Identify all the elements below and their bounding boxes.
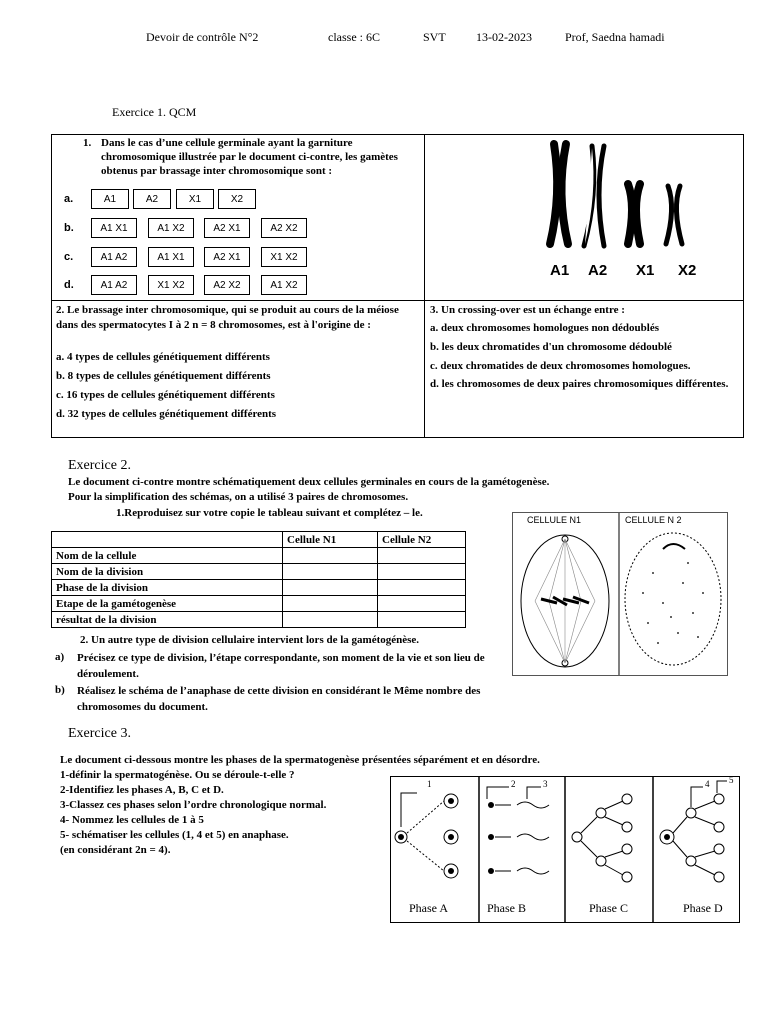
chromosome-label: X1 [636, 262, 655, 279]
q1-option-letter: c. [64, 251, 74, 263]
ex3-item: 5- schématiser les cellules (1, 4 et 5) en anaphase. [60, 829, 289, 841]
table-row [52, 596, 466, 612]
ex2-table [51, 531, 466, 628]
phase-label: Phase B [487, 901, 526, 915]
q1-answer-chip[interactable]: A1 X2 [261, 275, 307, 295]
table-row-label: Nom de la cellule [52, 548, 283, 564]
table-cell [283, 612, 378, 628]
q1-answer-chip[interactable]: X1 [176, 189, 214, 209]
table-header-cell: Cellule N2 [378, 532, 466, 548]
ex2-title: Exercice 2. [68, 458, 131, 473]
table-cell [283, 596, 378, 612]
q1-answer-chip[interactable]: X2 [218, 189, 256, 209]
q1-answer-chip[interactable]: A2 X2 [261, 218, 307, 238]
subject-label: SVT [423, 30, 446, 44]
table-row [52, 612, 466, 628]
date-label: 13-02-2023 [476, 30, 532, 44]
cell-number: 5 [729, 775, 734, 785]
ex3-item: 2-Identifiez les phases A, B, C et D. [60, 784, 224, 796]
table-cell [378, 564, 466, 580]
table-cell [283, 548, 378, 564]
ex3-title: Exercice 3. [68, 726, 131, 741]
phase-label: Phase A [409, 901, 448, 915]
cell-number: 2 [511, 779, 516, 789]
q3-answer: b. les deux chromatides d'un chromosome dédoublé [430, 341, 672, 353]
table-row-label: Nom de la division [52, 564, 283, 580]
ex2-qb-letter: b) [55, 684, 65, 696]
chromosome-x2-arm [666, 186, 672, 244]
chromosome-x1-arm [636, 184, 640, 244]
qcm-divider-horizontal [51, 300, 744, 301]
chromosome-x2-arm [676, 186, 682, 244]
q1-answer-chip[interactable]: A2 X1 [204, 247, 250, 267]
table-row-label: résultat de la division [52, 612, 283, 628]
table-header-cell [52, 532, 283, 548]
teacher-label: Prof, Saedna hamadi [565, 30, 665, 44]
q1-answer-chip[interactable]: A1 [91, 189, 129, 209]
classe-label: classe : 6C [328, 30, 380, 44]
table-row [52, 564, 466, 580]
table-cell [378, 548, 466, 564]
table-cell [283, 580, 378, 596]
ex2-qa: Précisez ce type de division, l’étape correspondante, son moment de la vie et son lieu de déroulement. [77, 652, 485, 680]
q3-answer: d. les chromosomes de deux paires chromosomiques différentes. [430, 378, 729, 390]
q3-answer: c. deux chromatides de deux chromosomes homologues. [430, 360, 691, 372]
q2-answer: a. 4 types de cellules génétiquement différents [56, 351, 270, 363]
table-row-label: Phase de la division [52, 580, 283, 596]
q2-answer: b. 8 types de cellules génétiquement différents [56, 370, 271, 382]
table-cell [378, 612, 466, 628]
table-header-cell: Cellule N1 [283, 532, 378, 548]
q1-answer-chip[interactable]: X1 X2 [148, 275, 194, 295]
ex2-qa-letter: a) [55, 651, 65, 663]
cells-drawing [513, 513, 727, 675]
q2-answer: d. 32 types de cellules génétiquement différents [56, 408, 277, 420]
q1-answer-chip[interactable]: A1 A2 [91, 275, 137, 295]
ex3-item: 3-Classez ces phases selon l’ordre chronologique normal. [60, 799, 327, 811]
spermatogenesis-figure [390, 776, 740, 923]
q1-answer-chip[interactable]: A1 X1 [91, 218, 137, 238]
qcm-divider-vertical [424, 134, 425, 438]
chromosome-a2-arm [599, 146, 604, 246]
q1-answer-chip[interactable]: A1 X1 [148, 247, 194, 267]
doc-title: Devoir de contrôle N°2 [146, 30, 259, 44]
cell-n1-label: CELLULE N1 [527, 515, 582, 525]
chromosome-a1-arm [550, 144, 557, 244]
table-cell [283, 564, 378, 580]
q1-answer-chip[interactable]: X1 X2 [261, 247, 307, 267]
q1-answer-chip[interactable]: A2 [133, 189, 171, 209]
ex3-item: 4- Nommez les cellules de 1 à 5 [60, 814, 204, 826]
phase-label: Phase C [589, 901, 628, 915]
chromosome-label: X2 [678, 262, 697, 279]
q1-answer-chip[interactable]: A1 A2 [91, 247, 137, 267]
table-header-row [52, 532, 466, 548]
ex1-title: Exercice 1. QCM [112, 105, 197, 119]
q1-number: 1. [83, 137, 92, 149]
q1-option-letter: a. [64, 193, 74, 205]
q2-answer: c. 16 types de cellules génétiquement différents [56, 389, 275, 401]
q1-option-letter: b. [64, 222, 74, 234]
chromosome-label: A1 [550, 262, 570, 279]
cells-figure [512, 512, 728, 676]
cell-number: 4 [705, 779, 710, 789]
chromosome-label: A2 [588, 262, 608, 279]
table-cell [378, 580, 466, 596]
table-row [52, 580, 466, 596]
ex2-intro1: Le document ci-contre montre schématiquement deux cellules germinales en cours de la gamétogenèse. [68, 476, 550, 488]
q1-answer-chip[interactable]: A2 X2 [204, 275, 250, 295]
table-cell [378, 596, 466, 612]
cell-number: 3 [543, 779, 548, 789]
q1-answer-chip[interactable]: A1 X2 [148, 218, 194, 238]
phase-label: Phase D [683, 901, 723, 915]
ex2-intro2: Pour la simplification des schémas, on a utilisé 3 paires de chromosomes. [68, 491, 409, 503]
q3-text: 3. Un crossing-over est un échange entre : [430, 304, 625, 316]
q3-answer: a. deux chromosomes homologues non dédoublés [430, 322, 659, 334]
q1-answer-chip[interactable]: A2 X1 [204, 218, 250, 238]
ex2-q1: 1.Reproduisez sur votre copie le tableau suivant et complétez – le. [116, 507, 423, 519]
ex3-intro: Le document ci-dessous montre les phases de la spermatogenèse présentées séparément et en désordre. [60, 754, 540, 766]
cell-number: 1 [427, 779, 432, 789]
q1-text: Dans le cas d’une cellule germinale ayant la garniture chromosomique illustrée par le document ci-contre, les gamètes obtenus par brassage inter chromosomique sont : [101, 137, 398, 177]
q1-option-letter: d. [64, 279, 74, 291]
cell-n2-label: CELLULE N 2 [625, 515, 682, 525]
ex3-item: 1-définir la spermatogénèse. Ou se déroule-t-elle ? [60, 769, 295, 781]
ex3-item: (en considérant 2n = 4). [60, 844, 171, 856]
ex2-q2: 2. Un autre type de division cellulaire intervient lors de la gamétogénèse. [80, 634, 420, 646]
q2-text: 2. Le brassage inter chromosomique, qui se produit au cours de la méiose dans des spermatocytes I à 2 n = 8 chromosomes, est à l'origine de : [56, 304, 399, 331]
chromosome-figure [532, 134, 710, 284]
table-row-label: Etape de la gamétogenèse [52, 596, 283, 612]
ex2-qb: Réalisez le schéma de l’anaphase de cette division en considérant le Même nombre des chromosomes du document. [77, 685, 481, 713]
chromosome-x1-arm [628, 184, 632, 244]
chromosome-a1-arm [561, 144, 568, 244]
table-row [52, 548, 466, 564]
